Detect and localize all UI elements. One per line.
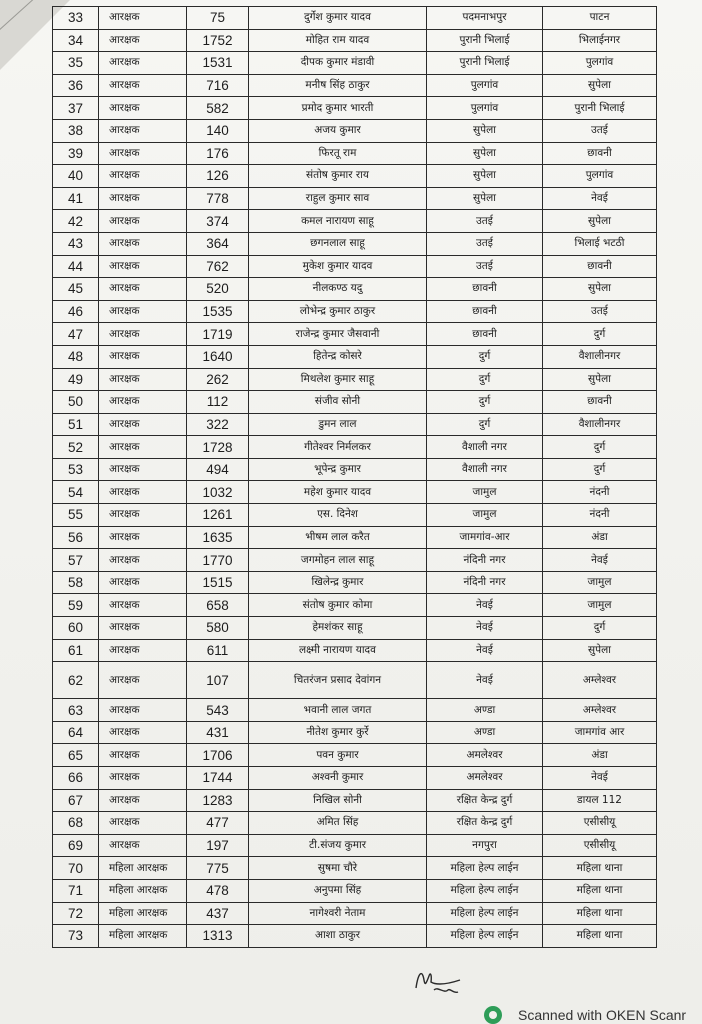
- badge-number-cell: 126: [187, 165, 249, 188]
- post-cell: आरक्षक: [99, 594, 187, 617]
- new-posting-cell: भिलाईनगर: [543, 29, 657, 52]
- new-posting-cell: पुलगांव: [543, 52, 657, 75]
- badge-number-cell: 176: [187, 142, 249, 165]
- badge-number-cell: 1535: [187, 300, 249, 323]
- new-posting-cell: जामगांव आर: [543, 721, 657, 744]
- post-cell: आरक्षक: [99, 436, 187, 459]
- current-posting-cell: छावनी: [427, 300, 543, 323]
- new-posting-cell: अंडा: [543, 526, 657, 549]
- employee-name-cell: राहुल कुमार साव: [249, 187, 427, 210]
- current-posting-cell: नेवई: [427, 594, 543, 617]
- table-row: [53, 255, 657, 278]
- transfer-table-body: [53, 7, 657, 948]
- post-cell: महिला आरक्षक: [99, 879, 187, 902]
- new-posting-cell: महिला थाना: [543, 925, 657, 948]
- serial-number-cell: 60: [53, 617, 99, 640]
- badge-number-cell: 1531: [187, 52, 249, 75]
- serial-number-cell: 56: [53, 526, 99, 549]
- employee-name-cell: डुमन लाल: [249, 413, 427, 436]
- serial-number-cell: 70: [53, 857, 99, 880]
- employee-name-cell: दुर्गेश कुमार यादव: [249, 7, 427, 30]
- employee-name-cell: नागेश्वरी नेताम: [249, 902, 427, 925]
- badge-number-cell: 322: [187, 413, 249, 436]
- current-posting-cell: नेवई: [427, 639, 543, 662]
- table-row: [53, 789, 657, 812]
- post-cell: आरक्षक: [99, 255, 187, 278]
- employee-name-cell: संजीव सोनी: [249, 391, 427, 414]
- table-row: [53, 639, 657, 662]
- badge-number-cell: 658: [187, 594, 249, 617]
- new-posting-cell: पाटन: [543, 7, 657, 30]
- serial-number-cell: 52: [53, 436, 99, 459]
- current-posting-cell: महिला हेल्प लाईन: [427, 925, 543, 948]
- scanner-logo-icon: [484, 1006, 502, 1024]
- new-posting-cell: अंडा: [543, 744, 657, 767]
- serial-number-cell: 63: [53, 699, 99, 722]
- new-posting-cell: सुपेला: [543, 639, 657, 662]
- table-row: [53, 571, 657, 594]
- serial-number-cell: 73: [53, 925, 99, 948]
- employee-name-cell: नीतेश कुमार कुर्रे: [249, 721, 427, 744]
- employee-name-cell: नीलकण्ठ यदु: [249, 278, 427, 301]
- badge-number-cell: 112: [187, 391, 249, 414]
- scanner-watermark: [484, 1006, 702, 1024]
- current-posting-cell: सुपेला: [427, 119, 543, 142]
- employee-name-cell: पवन कुमार: [249, 744, 427, 767]
- current-posting-cell: छावनी: [427, 278, 543, 301]
- table-row: [53, 504, 657, 527]
- new-posting-cell: भिलाई भटठी: [543, 232, 657, 255]
- serial-number-cell: 69: [53, 834, 99, 857]
- table-row: [53, 549, 657, 572]
- badge-number-cell: 778: [187, 187, 249, 210]
- badge-number-cell: 582: [187, 97, 249, 120]
- post-cell: आरक्षक: [99, 165, 187, 188]
- table-row: [53, 278, 657, 301]
- employee-name-cell: जगमोहन लाल साहू: [249, 549, 427, 572]
- employee-name-cell: हितेन्द्र कोसरे: [249, 345, 427, 368]
- current-posting-cell: नेवई: [427, 662, 543, 699]
- post-cell: आरक्षक: [99, 481, 187, 504]
- post-cell: आरक्षक: [99, 699, 187, 722]
- employee-name-cell: आशा ठाकुर: [249, 925, 427, 948]
- serial-number-cell: 46: [53, 300, 99, 323]
- new-posting-cell: सुपेला: [543, 278, 657, 301]
- serial-number-cell: 54: [53, 481, 99, 504]
- employee-name-cell: फिरतू राम: [249, 142, 427, 165]
- serial-number-cell: 53: [53, 458, 99, 481]
- post-cell: आरक्षक: [99, 617, 187, 640]
- scanner-text: Scanned with OKEN Scanr: [518, 1007, 687, 1023]
- post-cell: आरक्षक: [99, 74, 187, 97]
- serial-number-cell: 41: [53, 187, 99, 210]
- badge-number-cell: 1032: [187, 481, 249, 504]
- post-cell: महिला आरक्षक: [99, 902, 187, 925]
- serial-number-cell: 57: [53, 549, 99, 572]
- serial-number-cell: 34: [53, 29, 99, 52]
- current-posting-cell: जामुल: [427, 481, 543, 504]
- table-row: [53, 662, 657, 699]
- post-cell: आरक्षक: [99, 232, 187, 255]
- current-posting-cell: महिला हेल्प लाईन: [427, 879, 543, 902]
- table-row: [53, 834, 657, 857]
- table-row: [53, 526, 657, 549]
- post-cell: आरक्षक: [99, 391, 187, 414]
- badge-number-cell: 1728: [187, 436, 249, 459]
- employee-name-cell: संतोष कुमार कोमा: [249, 594, 427, 617]
- post-cell: आरक्षक: [99, 721, 187, 744]
- current-posting-cell: अण्डा: [427, 699, 543, 722]
- current-posting-cell: दुर्ग: [427, 391, 543, 414]
- post-cell: आरक्षक: [99, 458, 187, 481]
- current-posting-cell: महिला हेल्प लाईन: [427, 902, 543, 925]
- employee-name-cell: खिलेन्द्र कुमार: [249, 571, 427, 594]
- serial-number-cell: 38: [53, 119, 99, 142]
- employee-name-cell: लोभेन्द्र कुमार ठाकुर: [249, 300, 427, 323]
- current-posting-cell: पदमनाभपुर: [427, 7, 543, 30]
- post-cell: आरक्षक: [99, 789, 187, 812]
- badge-number-cell: 1640: [187, 345, 249, 368]
- new-posting-cell: नंदनी: [543, 481, 657, 504]
- badge-number-cell: 611: [187, 639, 249, 662]
- serial-number-cell: 48: [53, 345, 99, 368]
- post-cell: आरक्षक: [99, 345, 187, 368]
- serial-number-cell: 35: [53, 52, 99, 75]
- post-cell: आरक्षक: [99, 210, 187, 233]
- badge-number-cell: 140: [187, 119, 249, 142]
- badge-number-cell: 762: [187, 255, 249, 278]
- new-posting-cell: महिला थाना: [543, 879, 657, 902]
- employee-name-cell: महेश कुमार यादव: [249, 481, 427, 504]
- employee-name-cell: मोहित राम यादव: [249, 29, 427, 52]
- badge-number-cell: 1744: [187, 767, 249, 790]
- current-posting-cell: जामगांव-आर: [427, 526, 543, 549]
- table-row: [53, 210, 657, 233]
- badge-number-cell: 775: [187, 857, 249, 880]
- employee-name-cell: कमल नारायण साहू: [249, 210, 427, 233]
- current-posting-cell: अमलेश्वर: [427, 744, 543, 767]
- employee-name-cell: चितरंजन प्रसाद देवांगन: [249, 662, 427, 699]
- post-cell: आरक्षक: [99, 767, 187, 790]
- post-cell: आरक्षक: [99, 278, 187, 301]
- badge-number-cell: 1706: [187, 744, 249, 767]
- table-row: [53, 699, 657, 722]
- current-posting-cell: पुलगांव: [427, 97, 543, 120]
- employee-name-cell: मुकेश कुमार यादव: [249, 255, 427, 278]
- post-cell: आरक्षक: [99, 526, 187, 549]
- table-row: [53, 458, 657, 481]
- signature: [412, 960, 472, 1000]
- badge-number-cell: 543: [187, 699, 249, 722]
- new-posting-cell: वैशालीनगर: [543, 413, 657, 436]
- table-row: [53, 413, 657, 436]
- current-posting-cell: वैशाली नगर: [427, 436, 543, 459]
- table-row: [53, 74, 657, 97]
- table-row: [53, 323, 657, 346]
- serial-number-cell: 40: [53, 165, 99, 188]
- serial-number-cell: 55: [53, 504, 99, 527]
- serial-number-cell: 43: [53, 232, 99, 255]
- employee-name-cell: निखिल सोनी: [249, 789, 427, 812]
- new-posting-cell: पुरानी भिलाई: [543, 97, 657, 120]
- serial-number-cell: 36: [53, 74, 99, 97]
- table-row: [53, 812, 657, 835]
- employee-name-cell: लक्ष्मी नारायण यादव: [249, 639, 427, 662]
- table-row: [53, 744, 657, 767]
- table-row: [53, 368, 657, 391]
- employee-name-cell: राजेन्द्र कुमार जैसवानी: [249, 323, 427, 346]
- post-cell: आरक्षक: [99, 368, 187, 391]
- current-posting-cell: सुपेला: [427, 142, 543, 165]
- serial-number-cell: 64: [53, 721, 99, 744]
- employee-name-cell: मिथलेश कुमार साहू: [249, 368, 427, 391]
- current-posting-cell: वैशाली नगर: [427, 458, 543, 481]
- table-row: [53, 142, 657, 165]
- badge-number-cell: 197: [187, 834, 249, 857]
- serial-number-cell: 59: [53, 594, 99, 617]
- badge-number-cell: 1283: [187, 789, 249, 812]
- serial-number-cell: 44: [53, 255, 99, 278]
- serial-number-cell: 58: [53, 571, 99, 594]
- post-cell: आरक्षक: [99, 812, 187, 835]
- new-posting-cell: नेवई: [543, 767, 657, 790]
- badge-number-cell: 520: [187, 278, 249, 301]
- serial-number-cell: 65: [53, 744, 99, 767]
- serial-number-cell: 42: [53, 210, 99, 233]
- table-row: [53, 119, 657, 142]
- new-posting-cell: सुपेला: [543, 368, 657, 391]
- badge-number-cell: 374: [187, 210, 249, 233]
- current-posting-cell: उतई: [427, 255, 543, 278]
- new-posting-cell: नेवई: [543, 187, 657, 210]
- employee-name-cell: भूपेन्द्र कुमार: [249, 458, 427, 481]
- current-posting-cell: सुपेला: [427, 165, 543, 188]
- post-cell: आरक्षक: [99, 142, 187, 165]
- serial-number-cell: 49: [53, 368, 99, 391]
- badge-number-cell: 75: [187, 7, 249, 30]
- current-posting-cell: पुलगांव: [427, 74, 543, 97]
- new-posting-cell: दुर्ग: [543, 323, 657, 346]
- table-row: [53, 7, 657, 30]
- serial-number-cell: 67: [53, 789, 99, 812]
- serial-number-cell: 61: [53, 639, 99, 662]
- badge-number-cell: 477: [187, 812, 249, 835]
- post-cell: आरक्षक: [99, 571, 187, 594]
- table-row: [53, 97, 657, 120]
- new-posting-cell: अम्लेश्वर: [543, 662, 657, 699]
- new-posting-cell: उतई: [543, 119, 657, 142]
- badge-number-cell: 437: [187, 902, 249, 925]
- employee-name-cell: गीतेश्वर निर्मलकर: [249, 436, 427, 459]
- employee-name-cell: अश्वनी कुमार: [249, 767, 427, 790]
- current-posting-cell: जामुल: [427, 504, 543, 527]
- new-posting-cell: छावनी: [543, 142, 657, 165]
- table-row: [53, 300, 657, 323]
- badge-number-cell: 1770: [187, 549, 249, 572]
- new-posting-cell: दुर्ग: [543, 617, 657, 640]
- badge-number-cell: 431: [187, 721, 249, 744]
- badge-number-cell: 1515: [187, 571, 249, 594]
- serial-number-cell: 72: [53, 902, 99, 925]
- post-cell: आरक्षक: [99, 97, 187, 120]
- employee-name-cell: भीषम लाल करैत: [249, 526, 427, 549]
- new-posting-cell: महिला थाना: [543, 857, 657, 880]
- table-row: [53, 187, 657, 210]
- employee-name-cell: एस. दिनेश: [249, 504, 427, 527]
- post-cell: आरक्षक: [99, 119, 187, 142]
- new-posting-cell: नेवई: [543, 549, 657, 572]
- new-posting-cell: वैशालीनगर: [543, 345, 657, 368]
- current-posting-cell: सुपेला: [427, 187, 543, 210]
- current-posting-cell: महिला हेल्प लाईन: [427, 857, 543, 880]
- new-posting-cell: दुर्ग: [543, 436, 657, 459]
- current-posting-cell: अमलेश्वर: [427, 767, 543, 790]
- serial-number-cell: 39: [53, 142, 99, 165]
- badge-number-cell: 478: [187, 879, 249, 902]
- employee-name-cell: दीपक कुमार मंडावी: [249, 52, 427, 75]
- table-row: [53, 879, 657, 902]
- post-cell: आरक्षक: [99, 744, 187, 767]
- badge-number-cell: 262: [187, 368, 249, 391]
- current-posting-cell: नेवई: [427, 617, 543, 640]
- current-posting-cell: नगपुरा: [427, 834, 543, 857]
- post-cell: आरक्षक: [99, 52, 187, 75]
- new-posting-cell: पुलगांव: [543, 165, 657, 188]
- table-row: [53, 925, 657, 948]
- new-posting-cell: छावनी: [543, 255, 657, 278]
- new-posting-cell: डायल 112: [543, 789, 657, 812]
- current-posting-cell: नंदिनी नगर: [427, 549, 543, 572]
- new-posting-cell: दुर्ग: [543, 458, 657, 481]
- current-posting-cell: अण्डा: [427, 721, 543, 744]
- table-row: [53, 391, 657, 414]
- post-cell: आरक्षक: [99, 323, 187, 346]
- post-cell: आरक्षक: [99, 834, 187, 857]
- serial-number-cell: 71: [53, 879, 99, 902]
- employee-name-cell: हेमशंकर साहू: [249, 617, 427, 640]
- badge-number-cell: 107: [187, 662, 249, 699]
- current-posting-cell: रक्षित केन्द्र दुर्ग: [427, 789, 543, 812]
- table-row: [53, 481, 657, 504]
- new-posting-cell: उतई: [543, 300, 657, 323]
- badge-number-cell: 1752: [187, 29, 249, 52]
- table-row: [53, 767, 657, 790]
- badge-number-cell: 1635: [187, 526, 249, 549]
- new-posting-cell: नंदनी: [543, 504, 657, 527]
- post-cell: आरक्षक: [99, 549, 187, 572]
- new-posting-cell: अम्लेश्वर: [543, 699, 657, 722]
- current-posting-cell: उतई: [427, 232, 543, 255]
- new-posting-cell: जामुल: [543, 594, 657, 617]
- post-cell: आरक्षक: [99, 662, 187, 699]
- table-row: [53, 165, 657, 188]
- current-posting-cell: दुर्ग: [427, 368, 543, 391]
- employee-name-cell: संतोष कुमार राय: [249, 165, 427, 188]
- serial-number-cell: 51: [53, 413, 99, 436]
- serial-number-cell: 47: [53, 323, 99, 346]
- badge-number-cell: 716: [187, 74, 249, 97]
- badge-number-cell: 1261: [187, 504, 249, 527]
- employee-name-cell: टी.संजय कुमार: [249, 834, 427, 857]
- employee-name-cell: अमित सिंह: [249, 812, 427, 835]
- post-cell: आरक्षक: [99, 300, 187, 323]
- badge-number-cell: 1313: [187, 925, 249, 948]
- new-posting-cell: सुपेला: [543, 210, 657, 233]
- current-posting-cell: पुरानी भिलाई: [427, 29, 543, 52]
- new-posting-cell: एसीसीयू: [543, 812, 657, 835]
- badge-number-cell: 1719: [187, 323, 249, 346]
- serial-number-cell: 66: [53, 767, 99, 790]
- post-cell: महिला आरक्षक: [99, 925, 187, 948]
- employee-name-cell: भवानी लाल जगत: [249, 699, 427, 722]
- serial-number-cell: 68: [53, 812, 99, 835]
- serial-number-cell: 45: [53, 278, 99, 301]
- employee-name-cell: मनीष सिंह ठाकुर: [249, 74, 427, 97]
- post-cell: आरक्षक: [99, 7, 187, 30]
- current-posting-cell: उतई: [427, 210, 543, 233]
- table-row: [53, 345, 657, 368]
- new-posting-cell: सुपेला: [543, 74, 657, 97]
- employee-name-cell: छगनलाल साहू: [249, 232, 427, 255]
- current-posting-cell: पुरानी भिलाई: [427, 52, 543, 75]
- post-cell: आरक्षक: [99, 187, 187, 210]
- employee-name-cell: अनुपमा सिंह: [249, 879, 427, 902]
- table-row: [53, 52, 657, 75]
- table-row: [53, 29, 657, 52]
- post-cell: आरक्षक: [99, 413, 187, 436]
- current-posting-cell: छावनी: [427, 323, 543, 346]
- post-cell: आरक्षक: [99, 639, 187, 662]
- table-row: [53, 617, 657, 640]
- transfer-table: [52, 6, 657, 948]
- badge-number-cell: 580: [187, 617, 249, 640]
- table-row: [53, 857, 657, 880]
- employee-name-cell: प्रमोद कुमार भारती: [249, 97, 427, 120]
- new-posting-cell: महिला थाना: [543, 902, 657, 925]
- serial-number-cell: 62: [53, 662, 99, 699]
- employee-name-cell: अजय कुमार: [249, 119, 427, 142]
- current-posting-cell: रक्षित केन्द्र दुर्ग: [427, 812, 543, 835]
- new-posting-cell: एसीसीयू: [543, 834, 657, 857]
- table-row: [53, 721, 657, 744]
- serial-number-cell: 37: [53, 97, 99, 120]
- new-posting-cell: छावनी: [543, 391, 657, 414]
- table-row: [53, 232, 657, 255]
- badge-number-cell: 364: [187, 232, 249, 255]
- table-row: [53, 902, 657, 925]
- current-posting-cell: दुर्ग: [427, 345, 543, 368]
- table-row: [53, 594, 657, 617]
- post-cell: आरक्षक: [99, 504, 187, 527]
- post-cell: आरक्षक: [99, 29, 187, 52]
- new-posting-cell: जामुल: [543, 571, 657, 594]
- post-cell: महिला आरक्षक: [99, 857, 187, 880]
- serial-number-cell: 50: [53, 391, 99, 414]
- badge-number-cell: 494: [187, 458, 249, 481]
- current-posting-cell: दुर्ग: [427, 413, 543, 436]
- current-posting-cell: नंदिनी नगर: [427, 571, 543, 594]
- table-row: [53, 436, 657, 459]
- employee-name-cell: सुषमा चौरे: [249, 857, 427, 880]
- serial-number-cell: 33: [53, 7, 99, 30]
